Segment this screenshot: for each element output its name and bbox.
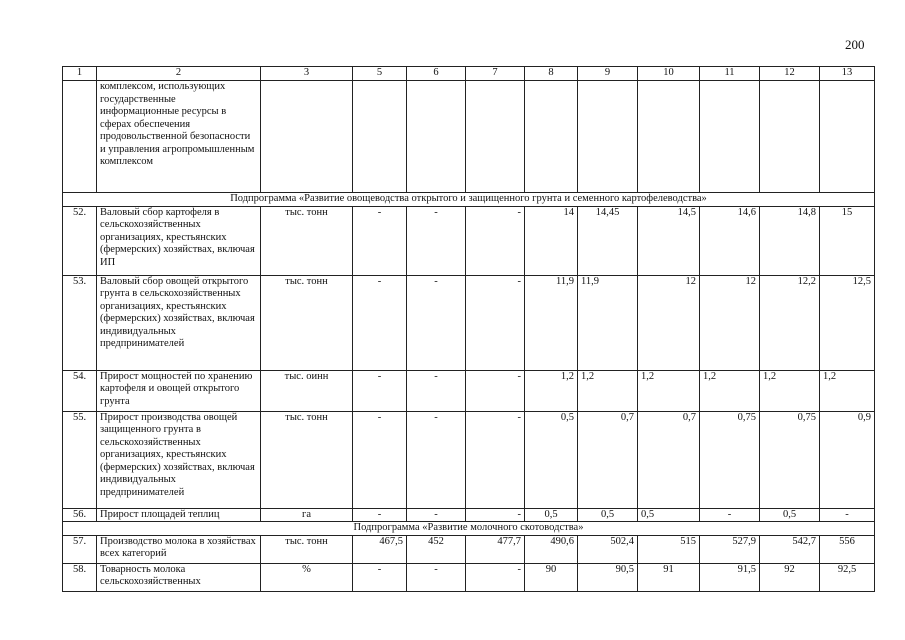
col-header: 2 — [97, 67, 261, 81]
value-cell: 556 — [820, 535, 875, 563]
unit-cell: тыс. оинн — [261, 370, 353, 411]
value-cell: - — [700, 508, 760, 522]
indicator-name: Прирост производства овощей защищенного грунта в сельскохозяйственных организациях, крестьянских (фермерских) хозяйствах, включая индивидуальных предпринимателей — [97, 411, 261, 508]
value-cell: 0,75 — [760, 411, 820, 508]
value-cell: 467,5 — [353, 535, 407, 563]
value-cell: - — [353, 563, 407, 591]
value-cell: 1,2 — [578, 370, 638, 411]
value-cell: 0,5 — [578, 508, 638, 522]
value-cell: 0,9 — [820, 411, 875, 508]
table-row — [63, 411, 875, 508]
value-cell: 12 — [700, 275, 760, 370]
value-cell: - — [353, 275, 407, 370]
value-cell: 11,9 — [578, 275, 638, 370]
value-cell: - — [466, 275, 525, 370]
value-cell: - — [407, 370, 466, 411]
value-cell: 14 — [525, 206, 578, 275]
value-cell: 92 — [760, 563, 820, 591]
value-cell: 0,5 — [525, 508, 578, 522]
value-cell: - — [407, 508, 466, 522]
col-header: 8 — [525, 67, 578, 81]
col-header: 1 — [63, 67, 97, 81]
value-cell: 12 — [638, 275, 700, 370]
col-header: 13 — [820, 67, 875, 81]
subprogram-row — [63, 193, 875, 207]
header-row — [63, 67, 875, 81]
indicators-table — [62, 66, 875, 592]
value-cell: 14,8 — [760, 206, 820, 275]
row-number: 56. — [63, 508, 97, 522]
value-cell: 477,7 — [466, 535, 525, 563]
page-number: 200 — [845, 37, 865, 52]
value-cell: - — [466, 411, 525, 508]
value-cell: 0,75 — [700, 411, 760, 508]
value-cell: 1,2 — [700, 370, 760, 411]
value-cell: 14,6 — [700, 206, 760, 275]
unit-cell: тыс. тонн — [261, 275, 353, 370]
table-row — [63, 81, 875, 193]
value-cell: 0,5 — [638, 508, 700, 522]
unit-cell: тыс. тонн — [261, 411, 353, 508]
unit-cell: тыс. тонн — [261, 535, 353, 563]
indicator-name: Прирост площадей теплиц — [97, 508, 261, 522]
value-cell: 14,5 — [638, 206, 700, 275]
value-cell: 0,5 — [760, 508, 820, 522]
col-header: 5 — [353, 67, 407, 81]
value-cell: - — [353, 206, 407, 275]
unit-cell: % — [261, 563, 353, 591]
row-number: 57. — [63, 535, 97, 563]
value-cell: 12,5 — [820, 275, 875, 370]
row-number: 53. — [63, 275, 97, 370]
subprogram-title: Подпрограмма «Развитие овощеводства открытого и защищенного грунта и семенного картофелеводства» — [63, 193, 875, 207]
row-number: 54. — [63, 370, 97, 411]
value-cell: - — [407, 563, 466, 591]
value-cell: - — [466, 508, 525, 522]
value-cell: - — [407, 206, 466, 275]
col-header: 9 — [578, 67, 638, 81]
indicator-name: Прирост мощностей по хранению картофеля и овощей открытого грунта — [97, 370, 261, 411]
value-cell: 90 — [525, 563, 578, 591]
col-header: 6 — [407, 67, 466, 81]
indicator-name: Производство молока в хозяйствах всех категорий — [97, 535, 261, 563]
value-cell: 14,45 — [578, 206, 638, 275]
value-cell: 92,5 — [820, 563, 875, 591]
col-header: 11 — [700, 67, 760, 81]
value-cell: 91 — [638, 563, 700, 591]
table-row — [63, 563, 875, 591]
value-cell: 12,2 — [760, 275, 820, 370]
value-cell: - — [466, 206, 525, 275]
value-cell: 1,2 — [820, 370, 875, 411]
value-cell: 11,9 — [525, 275, 578, 370]
value-cell: 90,5 — [578, 563, 638, 591]
value-cell: 0,5 — [525, 411, 578, 508]
unit-cell: га — [261, 508, 353, 522]
value-cell: 1,2 — [760, 370, 820, 411]
table-row — [63, 535, 875, 563]
table-row — [63, 370, 875, 411]
table-row — [63, 206, 875, 275]
value-cell: 515 — [638, 535, 700, 563]
col-header: 10 — [638, 67, 700, 81]
row-number: 55. — [63, 411, 97, 508]
indicator-name: Товарность молока сельскохозяйственных — [97, 563, 261, 591]
value-cell: - — [466, 370, 525, 411]
value-cell: 0,7 — [638, 411, 700, 508]
indicator-name: Валовый сбор овощей открытого грунта в сельскохозяйственных организациях, крестьянских (фермерских) хозяйствах, включая индивидуальных предпринимателей — [97, 275, 261, 370]
value-cell: 527,9 — [700, 535, 760, 563]
table-row — [63, 508, 875, 522]
col-header: 3 — [261, 67, 353, 81]
row-number: 52. — [63, 206, 97, 275]
subprogram-title: Подпрограмма «Развитие молочного скотоводства» — [63, 522, 875, 536]
row-number: 58. — [63, 563, 97, 591]
value-cell: - — [353, 370, 407, 411]
value-cell: 452 — [407, 535, 466, 563]
unit-cell: тыс. тонн — [261, 206, 353, 275]
value-cell: 15 — [820, 206, 875, 275]
value-cell: - — [820, 508, 875, 522]
value-cell: 490,6 — [525, 535, 578, 563]
col-header: 12 — [760, 67, 820, 81]
value-cell: 0,7 — [578, 411, 638, 508]
value-cell: - — [353, 411, 407, 508]
value-cell: - — [407, 411, 466, 508]
value-cell: 542,7 — [760, 535, 820, 563]
value-cell: - — [407, 275, 466, 370]
value-cell: 91,5 — [700, 563, 760, 591]
value-cell: - — [466, 563, 525, 591]
subprogram-row — [63, 522, 875, 536]
table-row — [63, 275, 875, 370]
value-cell: 1,2 — [525, 370, 578, 411]
col-header: 7 — [466, 67, 525, 81]
value-cell: 1,2 — [638, 370, 700, 411]
indicator-name: комплексом, использующих государственные информационные ресурсы в сферах обеспечения продовольственной безопасности и управления агропромышленным комплексом — [97, 81, 261, 193]
value-cell: - — [353, 508, 407, 522]
value-cell: 502,4 — [578, 535, 638, 563]
indicator-name: Валовый сбор картофеля в сельскохозяйственных организациях, крестьянских (фермерских) хозяйствах, включая ИП — [97, 206, 261, 275]
